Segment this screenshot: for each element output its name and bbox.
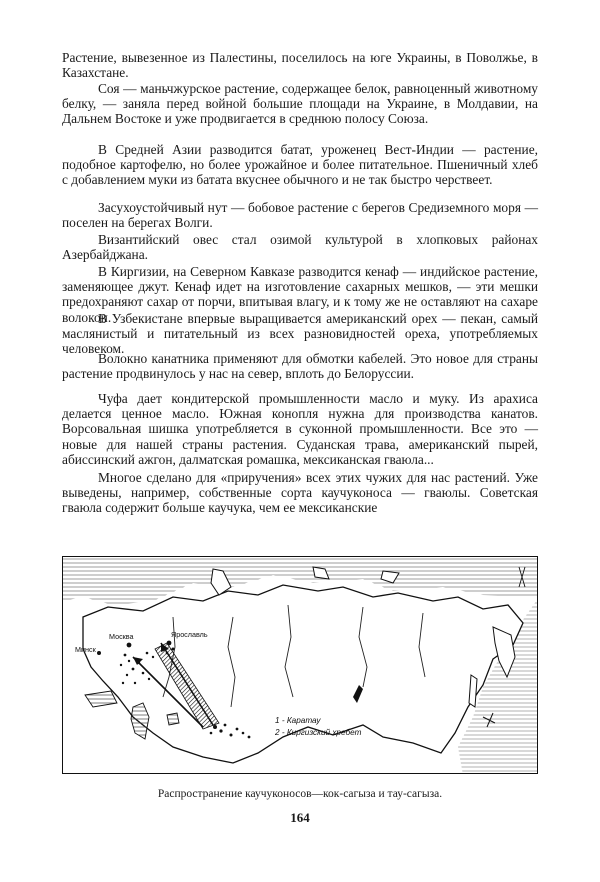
sakhalin (469, 675, 477, 707)
minsk-marker (97, 651, 101, 655)
paragraph-3: В Средней Азии разводится батат, уроженец Вест-Индии — растение, подобное картофелю, но более урожайное и более питательное. Пшеничный хлеб с добавлением муки из батата вкуснее обычного и не так быстро черствеет. (62, 142, 538, 188)
paragraph-10: Многое сделано для «приручения» всех этих чужих для нас растений. Уже выведены, например, собственные сорта каучуконоса — гваюлы. Советская гваюла содержит больше каучука, чем ее мексиканские (62, 470, 538, 516)
legend-item-1: 1 - Каратау (275, 716, 321, 725)
paragraph-4: Засухоустойчивый нут — бобовое растение с берегов Средиземного моря — поселен на берегах Волги. (62, 200, 538, 231)
map-caption: Распространение каучуконосов—кок-сагыза и тау-сагыза. (157, 788, 443, 800)
city-label-minsk: Минск (75, 645, 96, 654)
paragraph-1: Растение, вывезенное из Палестины, поселилось на юге Украины, в Поволжье, в Казахстане. (62, 50, 538, 81)
page-number: 164 (290, 810, 310, 825)
paragraph-2: Соя — маньчжурское растение, содержащее белок, равноценный животному белку, — заняла перед войной большие площади на Украине, в Молдавии, на Дальнем Востоке и уже продвигается в среднюю полосу Союза. (62, 81, 538, 127)
paragraph-5: Византийский овес стал озимой культурой в хлопковых районах Азербайджана. (62, 232, 538, 263)
yaroslavl-marker (167, 641, 172, 646)
paragraph-9: Чуфа дает кондитерской промышленности масло и муку. Из арахиса делается ценное масло. Южная конопля нужна для производства канатов. Ворсовальная шишка употребляется в суконной промышленности. Все это — новые для нашей страны растения. Суданская трава, американский пырей, абиссинский ажгон, далматская ромашка, мексиканская гваюла... (62, 391, 538, 467)
city-label-yaroslavl: Ярославль (171, 630, 208, 639)
paragraph-7: В Узбекистане впервые выращивается американский орех — пекан, самый маслянистый и питательный из всех разновидностей ореха, употребляемых человеком. (62, 311, 538, 357)
moscow-marker (127, 643, 132, 648)
paragraph-8: Волокно канатника применяют для обмотки кабелей. Это новое для страны растение продвинулось у нас на север, вплоть до Белоруссии. (62, 351, 538, 382)
aral-sea (167, 713, 179, 725)
black-sea (85, 691, 117, 707)
city-label-moscow: Москва (109, 632, 134, 641)
legend-item-2: 2 - Киргизский хребет (275, 728, 362, 737)
map-drawing (63, 557, 538, 774)
paragraph-6: В Киргизии, на Северном Кавказе разводится кенаф — индийское растение, заменяющее джут. Кенаф идет на изготовление сахарных мешков, — эти мешки предохраняют сахар от порчи, впитывая влагу, и к тому же не оставляют на сахаре волокон. (62, 264, 538, 325)
distribution-map (62, 556, 538, 774)
